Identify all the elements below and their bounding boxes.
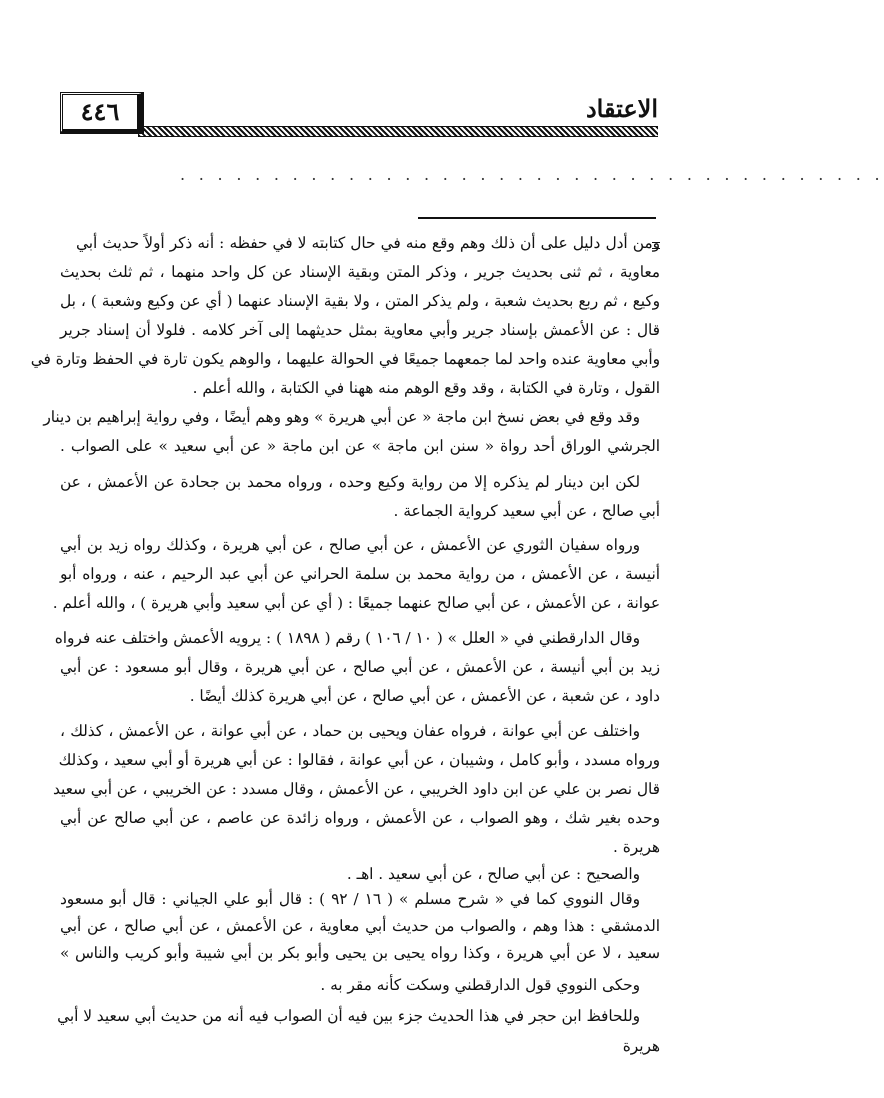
text-line: وقال النووي كما في « شرح مسلم » ( ١٦ / ٩٢ ) : قال أبو علي الجياني : قال أبو مسعود xyxy=(60,890,641,908)
dotted-separator: . . . . . . . . . . . . . . . . . . . . . . . . . . . . . . . . . . . . . . xyxy=(180,165,884,184)
text-line: معاوية ، ثم ثنى بحديث جرير ، وذكر المتن وبقية الإسناد عن كل واحد منهما ، ثم ثلث بحديث xyxy=(60,263,660,281)
text-line: وكيع ، ثم ربع بحديث شعبة ، ولم يذكر المتن ، ولا بقية الإسناد عنهما ( أي عن وكيع وشعبة ) ، بل xyxy=(60,292,660,310)
text-line: زيد بن أبي أنيسة ، عن الأعمش ، عن أبي صالح ، عن أبي هريرة ، وقال أبو مسعود : عن أبي xyxy=(60,658,660,676)
text-line: القول ، وتارة في الكتابة ، وقد وقع الوهم منه ههنا في الكتابة ، والله أعلم . xyxy=(192,379,660,397)
text-line: لكن ابن دينار لم يذكره إلا من رواية وكيع وحده ، ورواه محمد بن جحادة عن الأعمش ، عن xyxy=(60,473,640,491)
text-line: داود ، عن شعبة ، عن الأعمش ، عن أبي صالح ، عن أبي هريرة كذلك أيضًا . xyxy=(189,687,660,705)
text-line: ومن أدل دليل على أن ذلك وهم وقع منه في حال كتابته لا في حفظه : أنه ذكر أولاً حديث أبي xyxy=(76,234,660,252)
text-line: قال : عن الأعمش بإسناد جرير وأبي معاوية بمثل حديثهما إلى آخر كلامه . فلولا أن إسناد جرير xyxy=(60,321,660,339)
text-line: قال نصر بن علي عن ابن داود الخريبي ، عن الأعمش ، وقال مسدد : عن الخريبي ، عن أبي سعيد xyxy=(52,780,660,798)
text-line: الدمشقي : هذا وهم ، والصواب من حديث أبي معاوية ، عن الأعمش ، عن أبي صالح ، عن أبي xyxy=(60,917,660,935)
header-decorative-band xyxy=(138,126,658,137)
page-number: ٤٤٦ xyxy=(60,92,144,134)
book-title: الاعتقاد xyxy=(585,94,658,123)
text-line: سعيد ، لا عن أبي هريرة ، وكذا رواه يحيى بن يحيى وأبو بكر بن أبي شيبة وأبو كريب والناس » xyxy=(60,944,660,962)
text-line: وقد وقع في بعض نسخ ابن ماجة « عن أبي هريرة » وهو وهم أيضًا ، وفي رواية إبراهيم بن دينار xyxy=(43,408,640,426)
text-line: عوانة ، عن الأعمش ، عن أبي صالح عنهما جميعًا : ( أي عن أبي سعيد وأبي هريرة ) ، والله أعلم . xyxy=(52,594,660,612)
text-line: أبي صالح ، عن أبي سعيد كرواية الجماعة . xyxy=(393,502,660,520)
text-line: ورواه مسدد ، وأبو كامل ، وشيبان ، عن أبي عوانة ، فقالوا : عن أبي هريرة أو أبي سعيد ، وكذلك xyxy=(58,751,660,769)
text-line: واختلف عن أبي عوانة ، فرواه عفان ويحيى بن حماد ، عن أبي عوانة ، عن الأعمش ، كذلك ، xyxy=(60,722,640,740)
text-line: أنيسة ، عن الأعمش ، من رواية محمد بن سلمة الحراني عن أبي عبد الرحيم ، عنه ، ورواه أبو xyxy=(60,565,660,583)
text-line: ورواه سفيان الثوري عن الأعمش ، عن أبي صالح ، عن أبي هريرة ، وكذلك رواه زيد بن أبي xyxy=(60,536,640,554)
text-line: هريرة . xyxy=(613,838,660,856)
page-header xyxy=(60,84,658,136)
text-line: وحكى النووي قول الدارقطني وسكت كأنه مقر به . xyxy=(320,976,640,994)
text-line: هريرة xyxy=(622,1037,660,1055)
text-line: وقال الدارقطني في « العلل » ( ١٠ / ١٠٦ ) رقم ( ١٨٩٨ ) : يرويه الأعمش واختلف عنه فرواه xyxy=(54,629,640,647)
footnote-rule xyxy=(418,217,656,219)
text-line: وحده بغير شك ، وهو الصواب ، عن الأعمش ، ورواه زائدة عن عاصم ، عن أبي صالح عن أبي xyxy=(60,809,660,827)
text-line: والصحيح : عن أبي صالح ، عن أبي سعيد . اهـ . xyxy=(346,865,640,883)
text-line: وللحافظ ابن حجر في هذا الحديث جزء بين فيه أن الصواب فيه أنه من حديث أبي سعيد لا أبي xyxy=(57,1007,640,1025)
text-line: وأبي معاوية عنده واحد لما جمعهما جميعًا في الحوالة عليهما ، والوهم يكون تارة في الحفظ وتارة في xyxy=(30,350,660,368)
text-line: الجرشي الوراق أحد رواة « سنن ابن ماجة » عن ابن ماجة « عن أبي سعيد » على الصواب . xyxy=(60,437,660,455)
